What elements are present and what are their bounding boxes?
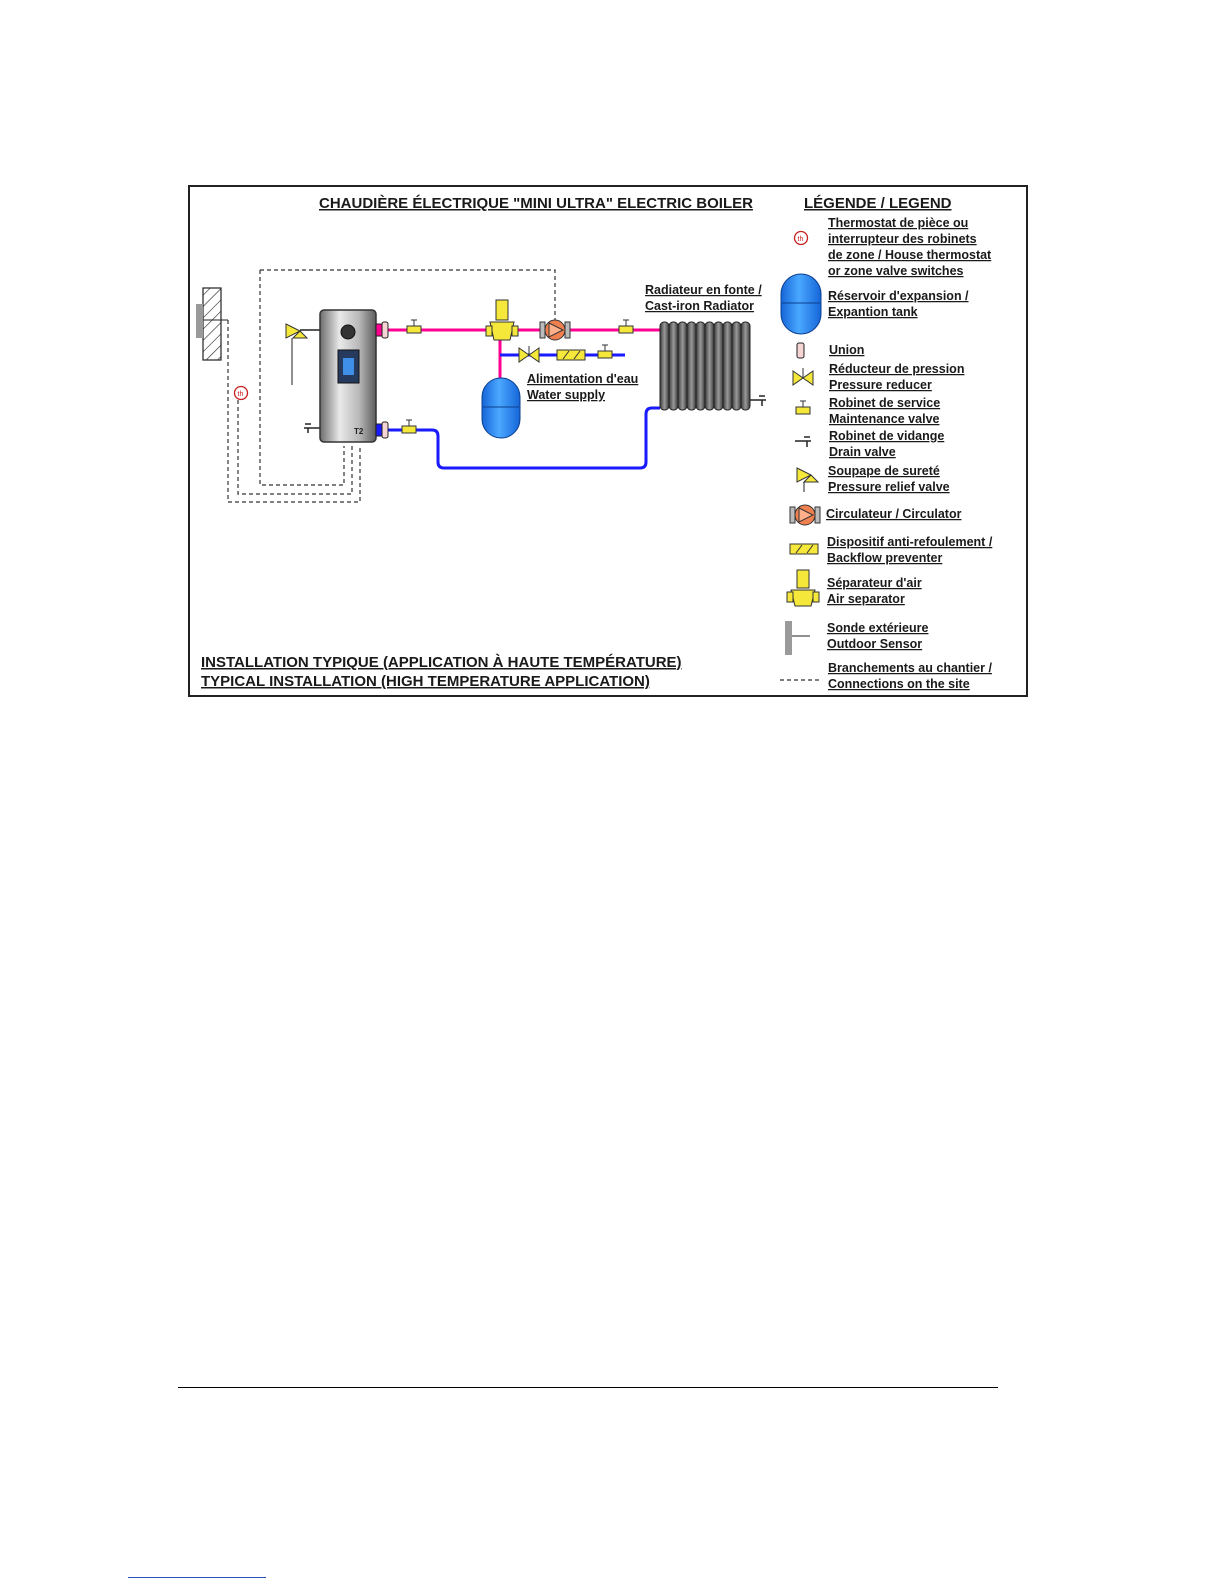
cast-iron-radiator [660,322,750,410]
legend-drain-text-1: Robinet de vidange [829,429,945,443]
legend-union-icon [797,343,804,358]
water-supply-label-2: Water supply [527,388,606,402]
union-icon [382,322,388,338]
legend-reducer-text-1: Réducteur de pression [829,362,965,376]
legend-thermostat-text-2: interrupteur des robinets [828,232,977,246]
legend-connections-text-1: Branchements au chantier / [828,661,992,675]
legend-expansion-tank-icon [781,274,821,334]
legend-airsep-text-2: Air separator [827,592,905,606]
legend-union-text: Union [829,343,865,357]
legend-circulator-text: Circulateur / Circulator [826,507,962,521]
boiler-gauge-icon [341,325,355,339]
legend-expansion-text-2: Expantion tank [828,305,918,319]
legend-circulator-icon [790,505,820,525]
subtitle-fr: INSTALLATION TYPIQUE (APPLICATION À HAUTE TEMPÉRATURE) [201,654,682,671]
radiator-label-2: Cast-iron Radiator [645,299,755,313]
footer-rule [178,1387,998,1388]
subtitle-en: TYPICAL INSTALLATION (HIGH TEMPERATURE APPLICATION) [201,673,650,690]
legend-backflow-text-1: Dispositif anti-refoulement / [827,535,993,549]
legend-backflow-preventer-icon [790,544,818,554]
legend-service-text-2: Maintenance valve [829,412,940,426]
svg-text:th: th [797,236,804,243]
legend-drain-text-2: Drain valve [829,445,896,459]
legend-airsep-text-1: Séparateur d'air [827,576,922,590]
legend-backflow-text-2: Backflow preventer [827,551,943,565]
legend-reducer-text-2: Pressure reducer [829,378,932,392]
legend-sensor-text-2: Outdoor Sensor [827,637,923,651]
outdoor-wall [203,288,221,360]
diagram-title: CHAUDIÈRE ÉLECTRIQUE "MINI ULTRA" ELECTRIC BOILER [319,195,753,212]
svg-text:th: th [237,391,244,398]
legend-service-text-1: Robinet de service [829,396,941,410]
expansion-tank [482,378,520,438]
legend-relief-text-1: Soupape de sureté [828,464,940,478]
legend-thermostat-text-1: Thermostat de pièce ou [828,216,969,230]
radiator-label-1: Radiateur en fonte / [645,283,762,297]
circulator-icon [540,320,570,340]
legend-thermostat-text-3: de zone / House thermostat [828,248,992,262]
legend-title: LÉGENDE / LEGEND [804,195,952,212]
legend-expansion-text-1: Réservoir d'expansion / [828,289,969,303]
backflow-preventer-icon [557,350,585,360]
legend-relief-text-2: Pressure relief valve [828,480,950,494]
union-icon [382,422,388,438]
legend-outdoor-sensor-icon [785,621,792,655]
outdoor-sensor-icon [196,304,203,338]
legend-sensor-text-1: Sonde extérieure [827,621,929,635]
footer-link-rule [128,1577,266,1578]
legend-thermostat-text-4: or zone valve switches [828,264,964,278]
svg-text:T2: T2 [354,427,364,436]
legend-connections-text-2: Connections on the site [828,677,970,691]
water-supply-label-1: Alimentation d'eau [527,372,639,386]
